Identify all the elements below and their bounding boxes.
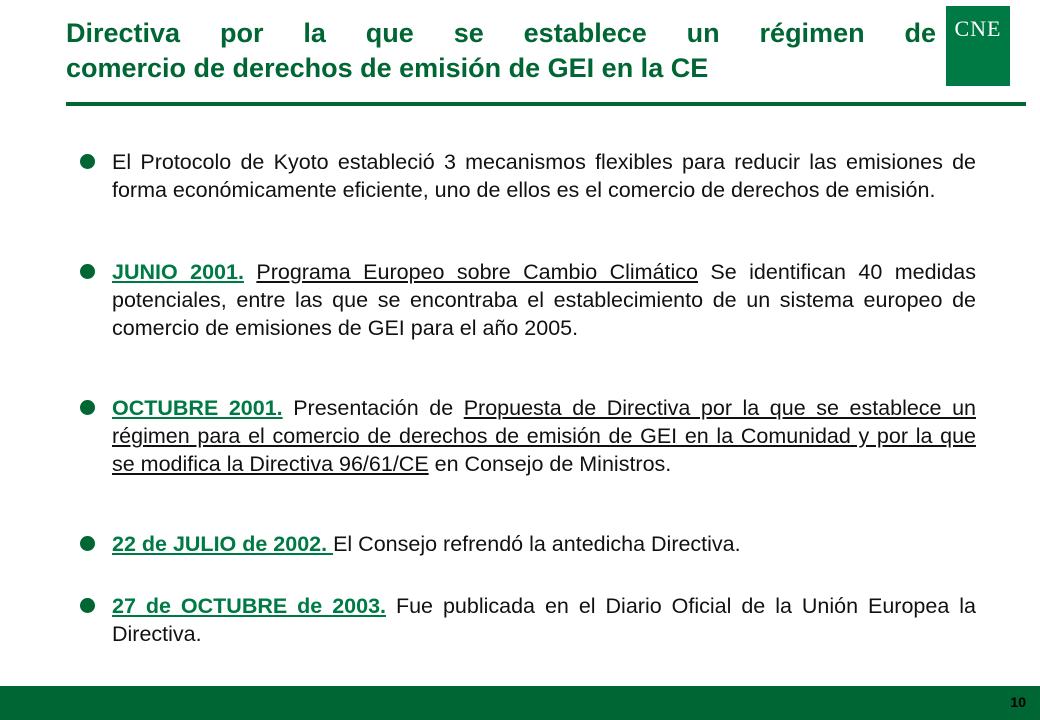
bullet-body: Se identifican 40 medidas potenciales, entre las que se encontraba el establecimiento de un sistema europeo de comercio de emisiones de GEI para el año 2005. [112,260,976,340]
page-title [66,16,936,86]
bullet-text [112,148,976,204]
bullet-body: El Consejo refrendó la antedicha Directiva. [333,532,741,556]
bullet-text [112,258,976,342]
date-link[interactable]: 27 de OCTUBRE de 2003. [112,594,387,618]
title-line-1: Directiva por la que se establece un régimen de [66,18,936,48]
bullet-body: El Protocolo de Kyoto estableció 3 mecanismos flexibles para reducir las emisiones de forma económicamente eficiente, uno de ellos es el comercio de derechos de emisión. [112,150,976,202]
date-link[interactable]: JUNIO 2001. [112,260,244,284]
list-item [80,148,976,204]
bullet-body: Fue publicada en el Diario Oficial de la Unión Europea la Directiva. [112,594,976,646]
proposal-link[interactable]: Propuesta de Directiva por la que se establece un régimen para el comercio de derechos de emisión de GEI en la Comunidad y por la que se modifica la Directiva 96/61/CE [112,396,976,476]
bullet-text [112,592,976,648]
bullet-text [112,530,976,558]
title-line-2: comercio de derechos de emisión de GEI en la CE [66,53,709,83]
bullet-icon [80,598,95,613]
date-link[interactable]: OCTUBRE 2001. [112,396,283,420]
bullet-body: en Consejo de Ministros. [428,452,672,476]
logo-text: CNE [954,16,1002,41]
programme-link[interactable]: Programa Europeo sobre Cambio Climático [256,260,699,284]
bullet-pre: Presentación de [282,396,464,420]
title-divider [66,102,1026,106]
bullet-icon [80,536,95,551]
bullet-icon [80,154,95,169]
list-item [80,394,976,478]
bullet-icon [80,400,95,415]
list-item [80,592,976,648]
page-number: 10 [1010,694,1026,710]
footer-bar [0,686,1040,720]
bullet-text [112,394,976,478]
list-item [80,530,976,558]
list-item [80,258,976,342]
cne-logo [946,6,1010,86]
date-link[interactable]: 22 de JULIO de 2002. [112,532,334,556]
bullet-icon [80,264,95,279]
